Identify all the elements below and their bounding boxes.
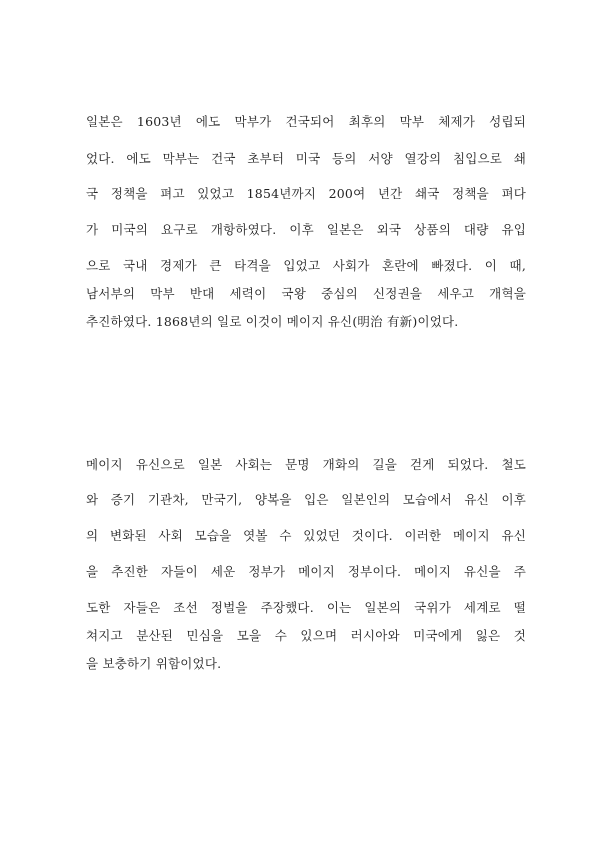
- text-line: 도한 자들은 조선 정벌을 주장했다. 이는 일본의 국위가 세계로 떨: [86, 600, 526, 615]
- text-line: 일본은 1603년 에도 막부가 건국되어 최후의 막부 체제가 성립되: [86, 114, 526, 129]
- text-line: 메이지 유신으로 일본 사회는 문명 개화의 길을 걷게 되었다. 철도: [86, 457, 526, 472]
- text-line: 으로 국내 경제가 큰 타격을 입었고 사회가 혼란에 빠졌다. 이 때,: [86, 258, 526, 273]
- text-line: 쳐지고 분산된 민심을 모을 수 있으며 러시아와 미국에게 잃은 것: [86, 628, 526, 643]
- text-line: 의 변화된 사회 모습을 엿볼 수 있었던 것이다. 이러한 메이지 유신: [86, 528, 526, 543]
- text-line: 와 증기 기관차, 만국기, 양복을 입은 일본인의 모습에서 유신 이후: [86, 492, 526, 507]
- text-line: 추진하였다. 1868년의 일로 이것이 메이지 유신(明治 有新)이었다.: [86, 314, 459, 329]
- text-line: 을 추진한 자들이 세운 정부가 메이지 정부이다. 메이지 유신을 주: [86, 564, 526, 579]
- text-line: 을 보충하기 위함이었다.: [86, 656, 222, 671]
- text-line: 가 미국의 요구로 개항하였다. 이후 일본은 외국 상품의 대량 유입: [86, 222, 526, 237]
- text-line: 국 정책을 펴고 있었고 1854년까지 200여 년간 쇄국 정책을 펴다: [86, 186, 526, 201]
- text-line: 남서부의 막부 반대 세력이 국왕 중심의 신정권을 세우고 개혁을: [86, 286, 526, 301]
- text-line: 었다. 에도 막부는 건국 초부터 미국 등의 서양 열강의 침입으로 쇄: [86, 151, 526, 166]
